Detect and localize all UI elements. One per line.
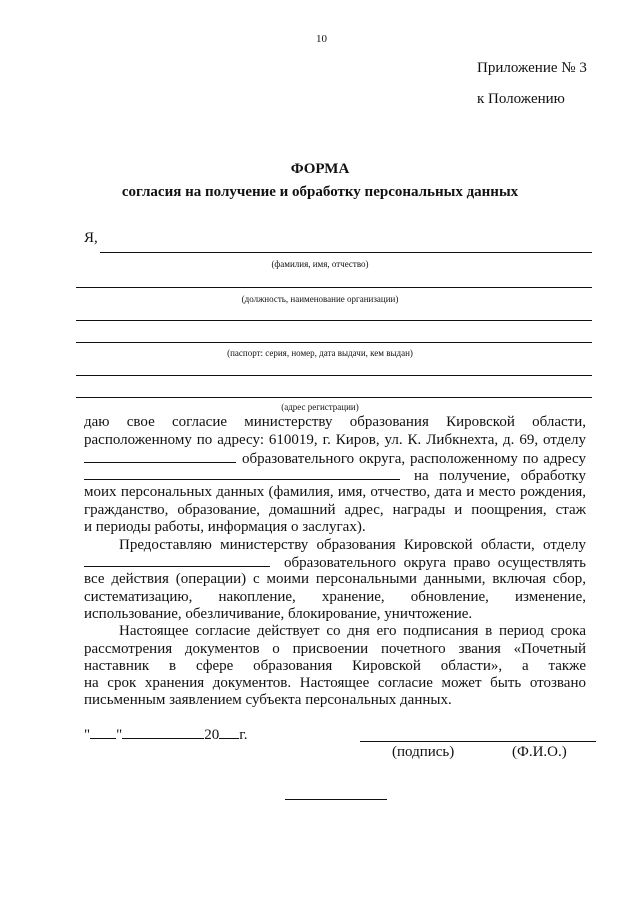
year-prefix: 20 [204,727,220,743]
address-line-2 [76,397,592,398]
department-blank[interactable] [84,450,236,463]
passport-caption: (паспорт: серия, номер, дата выдачи, кем выдан) [227,348,413,358]
position-line [76,287,592,288]
signature-caption: (подпись) [392,744,455,760]
signature-line[interactable] [360,741,596,742]
address-line-1 [76,375,592,376]
p2-line-5: использование, обезличивание, блокирование, уничтожение. [84,606,473,622]
p2-line-4: систематизацию, накопление, хранение, обновление, изменение, [84,589,586,605]
p2-line-2 [84,554,586,572]
p1-line-5: моих персональных данных (фамилия, имя, отчество, дата и место рождения, [84,484,586,500]
bottom-separator [285,799,387,800]
regulation-label: к Положению [477,91,565,107]
passport-line-2 [76,342,592,343]
department-blank-2[interactable] [84,554,270,567]
form-subtitle: согласия на получение и обработку персональных данных [121,184,519,200]
p3-line-5: письменным заявлением субъекта персональных данных. [84,692,452,708]
p1-line-1: даю свое согласие министерству образования Кировской области, [84,414,586,430]
p1-line-2: расположенному по адресу: 610019, г. Киров, ул. К. Либкнехта, д. 69, отделу [84,432,586,448]
year-suffix: г. [239,727,248,743]
date-line [84,726,247,744]
address-blank[interactable] [84,467,400,480]
p2-line-3: все действия (операции) с моими персональными данными, включая сбор, [84,571,586,587]
page-number: 10 [316,33,327,45]
fio-line [100,252,592,253]
p1-line-7: и периоды работы, информация о заслугах). [84,519,366,535]
p1-line-3 [84,450,586,468]
p1-line-4 [84,467,586,485]
p2-line-1: Предоставляю министерству образования Кировской области, отделу [119,537,586,553]
month-blank[interactable] [122,726,204,739]
p1-line-4-text: на получение, обработку [414,468,586,484]
position-caption: (должность, наименование организации) [241,294,399,304]
p3-line-4: на срок хранения документов. Настоящее согласие может быть отозвано [84,675,586,691]
form-title: ФОРМА [290,161,350,177]
p2-line-2-text: образовательного округа право осуществлять [284,555,586,571]
p3-line-2: рассмотрения документов о присвоении почетного звания «Почетный [84,641,586,657]
p3-line-3: наставник в сфере образования Кировской области», а также [84,658,586,674]
p3-line-1: Настоящее согласие действует со дня его подписания в период срока [119,623,586,639]
address-caption: (адрес регистрации) [281,402,359,412]
p1-line-3-text: образовательного округа, расположенному по адресу [242,451,586,467]
ya-label: Я, [84,230,98,246]
p1-line-6: гражданство, образование, домашний адрес, награды и поощрения, стаж [84,502,586,518]
day-blank[interactable] [90,726,116,739]
quote-open: " [84,727,91,743]
fio-signature-caption: (Ф.И.О.) [512,744,567,760]
appendix-label: Приложение № 3 [477,60,587,76]
fio-caption: (фамилия, имя, отчество) [271,259,369,269]
year-blank[interactable] [219,726,239,739]
quote-close: " [116,727,123,743]
passport-line-1 [76,320,592,321]
